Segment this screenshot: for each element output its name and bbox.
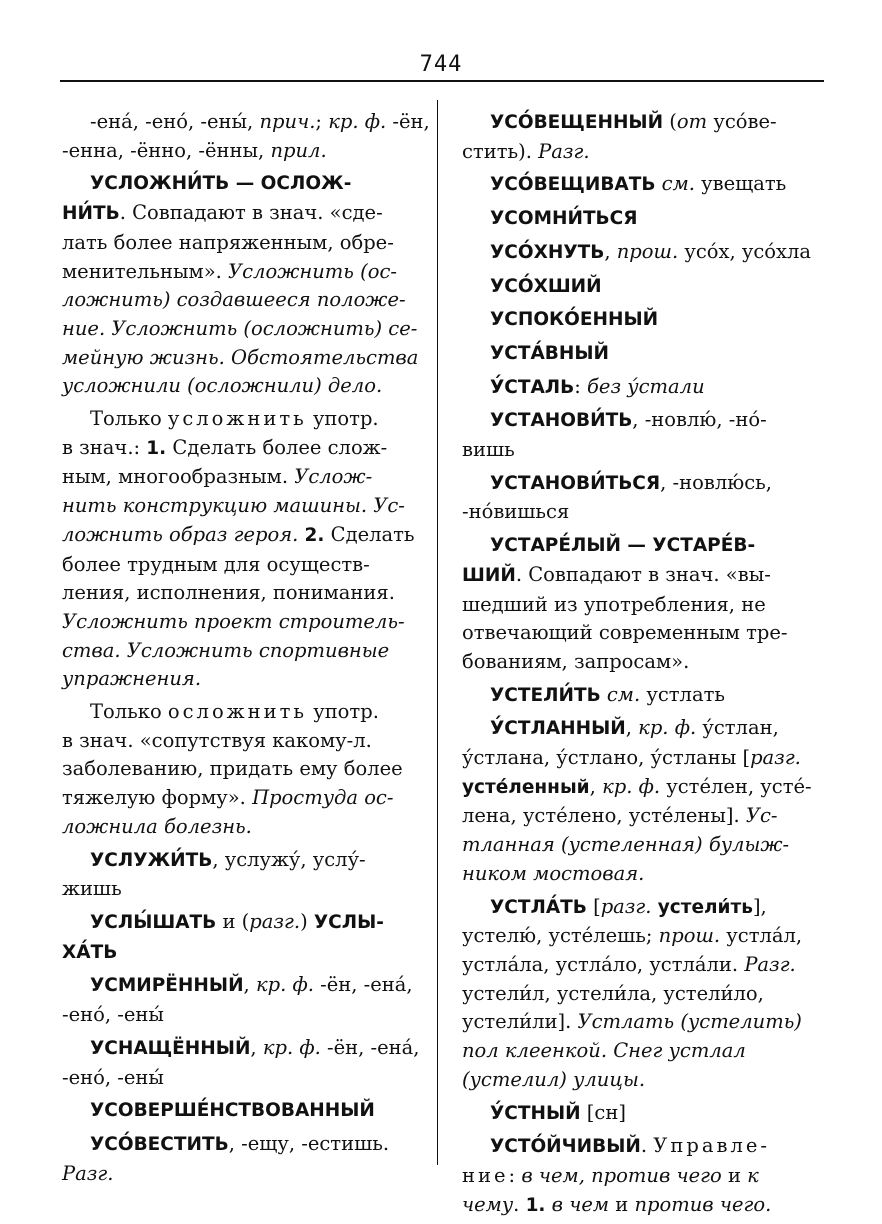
entry-line (62, 434, 418, 464)
entry-text: Сделать более слож- (166, 435, 388, 459)
dictionary-entry (462, 339, 824, 369)
entry-text: . Совпадают в знач. «вы- (515, 562, 771, 586)
italic-text: ложнила болезнь. (62, 814, 252, 838)
italic-text: прош. (658, 924, 721, 948)
entry-line (462, 619, 824, 648)
entry-line (462, 138, 824, 167)
italic-text: ником мостовая. (462, 861, 645, 885)
entry-text: -енна, -ённо, -ённы, (62, 138, 271, 162)
entry-text: в знач. «сопутствуя какому-л. (62, 728, 372, 752)
dictionary-entry (62, 1096, 418, 1126)
headword: УСО́ХШИЙ (490, 275, 602, 297)
entry-line (462, 951, 824, 980)
entry-text: -но́вишься (462, 500, 570, 524)
entry-line (462, 238, 824, 268)
italic-text: разг. (750, 746, 801, 770)
entry-text: Только (90, 700, 168, 724)
spaced-text: Управле- (653, 1134, 770, 1158)
italic-text: Разг. (62, 1161, 114, 1185)
entry-line (62, 137, 418, 166)
entry-text: устла́л, (720, 924, 803, 948)
dictionary-entry (62, 108, 430, 165)
entry-line (462, 922, 824, 951)
entry-text: шедший из употребления, не (462, 592, 766, 616)
entry-text: ления, исполнения, понимания. (62, 581, 395, 605)
right-column (462, 108, 824, 1224)
headword: УСЛЫ́ШАТЬ (90, 911, 217, 933)
entry-line (62, 1130, 418, 1160)
entry-line (462, 498, 824, 527)
dictionary-entry (462, 373, 824, 403)
entry-text: , -ещу, -естишь. (228, 1131, 390, 1155)
entry-text: лена, усте́лено, усте́лены]. (462, 804, 746, 828)
entry-line (62, 875, 418, 904)
headword: У́СТЛАННЫЙ (490, 718, 626, 740)
entry-text: в знач.: (62, 435, 147, 459)
dictionary-entry (462, 1132, 824, 1220)
entry-text: усо́ве- (707, 110, 777, 133)
headword: УСЛЫ- (313, 911, 384, 933)
entry-line (462, 648, 824, 677)
dictionary-entry (462, 170, 824, 200)
entry-line (462, 436, 824, 465)
entry-text: ( (663, 110, 677, 133)
entry-line (462, 744, 824, 773)
entry-line (462, 531, 824, 561)
entry-line (62, 315, 418, 344)
dictionary-entry (62, 908, 418, 967)
entry-line (62, 784, 418, 813)
headword: УСТАРЕ́ЛЫЙ — УСТАРЕ́В- (490, 535, 756, 557)
headword: УСТЛА́ТЬ (490, 896, 587, 918)
entry-text: и (609, 1192, 635, 1216)
entry-text: у́стлана, у́стлано, у́стланы [ (462, 746, 751, 770)
entry-text: устлать (640, 682, 725, 706)
entry-text: устла́ла, устла́ло, устла́ли. (462, 952, 745, 976)
italic-text: кр. ф. (328, 110, 387, 133)
italic-text: Услож- (294, 465, 373, 489)
entry-text: жишь (62, 877, 122, 901)
entry-line (62, 286, 418, 315)
italic-text: упражнения. (62, 667, 202, 691)
headword: усте́ленный (462, 776, 590, 798)
entry-line (62, 908, 418, 938)
entry-line (62, 579, 418, 608)
headword: УСО́ХНУТЬ (490, 241, 605, 263)
entry-text: стить). (462, 139, 539, 163)
header-rule (60, 80, 824, 82)
entry-text: , -новлю́, -но́- (632, 408, 767, 432)
italic-text: ложнить) создавшееся положе- (62, 288, 406, 312)
entry-line (462, 406, 824, 436)
italic-text: ние. Усложнить (осложнить) се- (62, 316, 418, 340)
entry-line (62, 846, 418, 876)
italic-text: Простуда ос- (252, 786, 394, 810)
entry-text: -ён, (386, 110, 430, 133)
italic-text: Усложнить (ос- (228, 259, 397, 283)
headword: устели́ть (657, 896, 753, 918)
entry-text: . (513, 1192, 526, 1216)
italic-text: ства. Усложнить спортивные (62, 638, 390, 662)
headword: УСЛУЖИ́ТЬ (90, 849, 213, 871)
entry-text: усо́х, усо́хла (678, 239, 812, 263)
entry-text: Сделать (324, 522, 415, 546)
entry-line (62, 492, 418, 521)
italic-text: прош. (616, 239, 679, 263)
entry-text: ], (752, 894, 767, 918)
italic-text: мейную жизнь. Обстоятельства (62, 345, 419, 369)
entry-text: -ена́, -ено́, -ены́, (90, 110, 260, 133)
headword: УСТАНОВИ́ТЬ (490, 410, 633, 432)
entry-line (462, 339, 824, 369)
headword: УСТЕЛИ́ТЬ (490, 684, 601, 706)
headword: 1. (525, 1194, 546, 1216)
entry-line (62, 1001, 418, 1030)
italic-text: в чем (551, 1192, 610, 1216)
entry-line (62, 405, 418, 434)
italic-text: нить конструкцию машины. Ус- (62, 494, 405, 518)
entry-text: ным, многообразным. (62, 465, 295, 489)
entry-text: устели́ли]. (462, 1010, 578, 1034)
italic-text: усложнили (осложнили) дело. (62, 374, 383, 398)
entry-line (62, 1160, 418, 1189)
entry-line (62, 344, 418, 373)
headword: УСО́ВЕЩИВАТЬ (490, 174, 656, 196)
entry-line (62, 108, 430, 137)
headword: УСО́ВЕСТИТЬ (90, 1133, 229, 1155)
italic-text: Устлать (устелить) (577, 1010, 802, 1034)
entry-text: употр. (307, 700, 379, 724)
dictionary-entry (462, 305, 824, 335)
entry-text: вишь (462, 438, 515, 462)
dictionary-entry (62, 1130, 418, 1188)
entry-line (462, 204, 824, 234)
entry-line (462, 714, 824, 744)
headword: ХА́ТЬ (62, 941, 118, 963)
italic-text: против чего. (634, 1192, 772, 1216)
italic-text: пол клеенкой. Снег устлал (462, 1039, 746, 1063)
entry-text: ; (315, 110, 329, 133)
left-column (62, 108, 430, 1192)
dictionary-entry (462, 714, 824, 888)
dictionary-entry (462, 1099, 824, 1129)
entry-text: устелю́, усте́лешь; (462, 924, 659, 948)
entry-line (462, 773, 824, 803)
entry-text: увещать (694, 172, 787, 196)
entry-line (462, 305, 824, 335)
entry-text: , (250, 1035, 263, 1059)
entry-line (462, 272, 824, 302)
entry-text: более трудным для осуществ- (62, 552, 370, 576)
headword: У́СТНЫЙ (490, 1102, 581, 1124)
entry-line (462, 1162, 824, 1191)
spaced-text: осложнить (167, 700, 308, 724)
headword: УСТА́ВНЫЙ (490, 342, 610, 364)
dictionary-entry (62, 405, 418, 694)
entry-text: , услужу́, услу́- (212, 847, 366, 871)
entry-text: : (574, 374, 588, 398)
dictionary-entry (62, 846, 418, 904)
entry-text: , -новлю́сь, (660, 470, 772, 494)
entry-line (62, 463, 418, 492)
entry-line (62, 169, 418, 199)
dictionary-entry (462, 531, 824, 677)
headword: УСМИРЁННЫЙ (90, 975, 244, 997)
italic-text: кр. ф. (255, 973, 314, 997)
headword: ШИЙ (462, 564, 516, 586)
headword: 1. (146, 437, 167, 459)
italic-text: Ус- (745, 804, 778, 828)
italic-text: чему (462, 1192, 514, 1216)
entry-line (462, 860, 824, 889)
entry-text: ) (300, 909, 314, 933)
headword: 2. (304, 524, 325, 546)
italic-text: кр. ф. (602, 774, 661, 798)
entry-line (462, 1066, 824, 1095)
entry-line (462, 1191, 824, 1221)
italic-text: кр. ф. (262, 1035, 321, 1059)
entry-text: -ено́, -ены́ (62, 1003, 164, 1027)
entry-line (462, 1008, 824, 1037)
headword: УСПОКО́ЕННЫЙ (490, 309, 659, 331)
dictionary-entry (462, 204, 824, 234)
entry-line (62, 1064, 418, 1093)
entry-text: : (508, 1163, 522, 1187)
dictionary-entry (462, 238, 824, 268)
entry-text: [сн] (580, 1100, 626, 1124)
entry-line (462, 469, 824, 499)
entry-text: , (625, 716, 639, 740)
entry-line (462, 1099, 824, 1129)
entry-line (62, 637, 418, 666)
entry-line (462, 561, 824, 591)
entry-text: Только (90, 407, 168, 431)
entry-text: -ено́, -ены́ (62, 1065, 164, 1089)
headword: УСТО́ЙЧИВЫЙ (490, 1136, 641, 1158)
dictionary-entry (462, 893, 824, 1095)
italic-text: тланная (устеленная) булыж- (462, 833, 790, 857)
entry-text: употр. (306, 407, 379, 431)
entry-line (462, 1132, 824, 1162)
italic-text: без у́стали (587, 374, 705, 398)
entry-line (462, 170, 824, 200)
entry-line (462, 373, 824, 403)
entry-line (62, 199, 418, 229)
entry-line (62, 551, 418, 580)
headword: УСОМНИ́ТЬСЯ (490, 208, 638, 230)
entry-line (62, 698, 418, 727)
italic-text: прил. (270, 138, 327, 162)
italic-text: см. (606, 682, 641, 706)
entry-line (62, 727, 418, 756)
entry-text: и ( (216, 909, 250, 933)
entry-text: [ (586, 894, 601, 918)
entry-text: . (640, 1134, 654, 1158)
dictionary-entry (62, 1034, 418, 1092)
dictionary-entry (462, 406, 824, 464)
entry-text: и (721, 1163, 748, 1187)
entry-text: , (589, 774, 603, 798)
entry-line (462, 893, 824, 923)
entry-line (62, 938, 418, 968)
dictionary-entry (462, 108, 824, 166)
italic-text: (устелил) улицы. (462, 1067, 646, 1091)
headword: УСНАЩЁННЫЙ (90, 1037, 251, 1059)
headword: УСТАНОВИ́ТЬСЯ (490, 472, 661, 494)
headword: УСОВЕРШЕ́НСТВОВАННЫЙ (90, 1100, 375, 1122)
dictionary-entry (462, 681, 824, 711)
entry-line (62, 521, 418, 551)
page-number: 744 (419, 52, 463, 77)
italic-text: Разг. (744, 952, 796, 976)
entry-line (62, 608, 418, 637)
italic-text: Разг. (538, 139, 590, 163)
spaced-text: ние (462, 1163, 509, 1187)
entry-line (62, 1034, 418, 1064)
entry-text: устели́л, устели́ла, устели́ло, (462, 981, 764, 1005)
italic-text: ложнить образ героя. (62, 522, 305, 546)
entry-line (62, 813, 418, 842)
entry-text: усте́лен, усте́- (660, 774, 812, 798)
italic-text: от (676, 110, 708, 133)
headword: НИ́ТЬ (62, 203, 120, 225)
spaced-text: усложнить (167, 407, 307, 431)
entry-text: отвечающий современным тре- (462, 621, 788, 645)
entry-text: бованиям, запросам». (462, 649, 690, 673)
italic-text: кр. ф. (638, 716, 697, 740)
entry-text: лать более напряженным, обре- (62, 230, 394, 254)
dictionary-entry (62, 169, 418, 401)
entry-line (62, 971, 418, 1001)
italic-text: разг. (249, 909, 301, 933)
italic-text: Усложнить проект строитель- (62, 609, 405, 633)
dictionary-entry (462, 469, 824, 527)
entry-line (62, 229, 418, 258)
headword: УСЛОЖНИ́ТЬ — ОСЛОЖ- (90, 173, 352, 195)
entry-line (62, 755, 418, 784)
entry-line (62, 1096, 418, 1126)
entry-line (62, 258, 418, 287)
entry-text: заболеванию, придать ему более (62, 757, 403, 781)
headword: У́СТАЛЬ (490, 376, 575, 398)
entry-text: менительным». (62, 259, 229, 283)
italic-text: см. (661, 172, 695, 196)
entry-text: -ён, -ена́, (313, 973, 413, 997)
dictionary-entry (462, 272, 824, 302)
entry-line (62, 665, 418, 694)
italic-text: в чем, против чего (521, 1163, 722, 1187)
entry-line (62, 372, 418, 401)
entry-text: , (604, 239, 617, 263)
entry-text: -ён, -ена́, (320, 1035, 420, 1059)
entry-text: тяжелую форму». (62, 786, 253, 810)
entry-line (462, 681, 824, 711)
entry-text: . Совпадают в знач. «сде- (119, 201, 383, 225)
italic-text: прич. (259, 110, 316, 133)
entry-line (462, 980, 824, 1009)
entry-text: , (243, 973, 256, 997)
column-divider (437, 100, 438, 1165)
dictionary-entry (62, 971, 418, 1029)
entry-line (462, 108, 824, 138)
italic-text: разг. (600, 894, 652, 918)
entry-line (462, 591, 824, 620)
italic-text: к (747, 1163, 759, 1187)
entry-text: у́стлан, (696, 716, 779, 740)
entry-line (462, 831, 824, 860)
dictionary-entry (62, 698, 418, 842)
entry-line (462, 802, 824, 831)
entry-line (462, 1037, 824, 1066)
headword: УСО́ВЕЩЕННЫЙ (490, 112, 664, 133)
